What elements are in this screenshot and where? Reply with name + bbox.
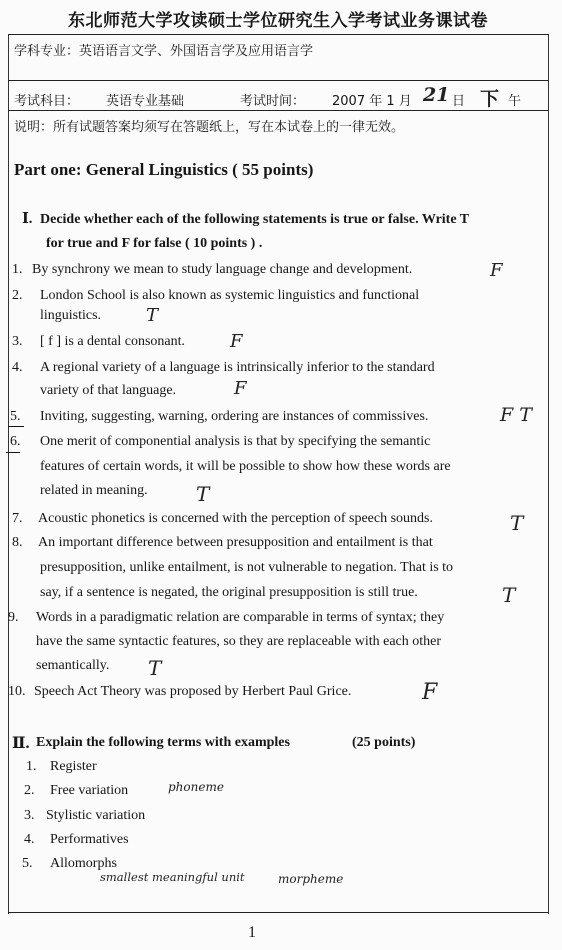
subject-label: 考试科目： [14, 94, 80, 109]
section2-points: (25 points) [352, 735, 416, 750]
handwritten-note: smallest meaningful unit [100, 870, 245, 884]
header-divider [8, 110, 548, 111]
section1-instruction-line1: Decide whether each of the following statements is true or false. Write T [40, 212, 470, 227]
section1-instruction-line2: for true and F for false ( 10 points ) . [46, 236, 263, 251]
answer-mark: F T [500, 404, 532, 426]
header-divider [8, 34, 548, 35]
answer-mark: F [230, 331, 243, 352]
term-number: 1. [26, 759, 37, 774]
answer-mark: F [490, 260, 503, 281]
item-text: linguistics. [40, 308, 102, 323]
answer-mark: T [196, 482, 210, 506]
item-number: 6. [10, 434, 21, 449]
underline-mark [6, 452, 20, 453]
item-number: 2. [12, 288, 23, 303]
item-text: related in meaning. [40, 483, 148, 498]
term-text: Performatives [50, 832, 129, 847]
time-half-suffix: 午 [508, 94, 522, 109]
item-number: 10. [8, 684, 26, 699]
exam-title: 东北师范大学攻读硕士学位研究生入学考试业务课试卷 [68, 11, 488, 31]
section2-number: Ⅱ. [12, 735, 30, 752]
item-text: One merit of componential analysis is that by specifying the semantic [40, 434, 431, 449]
item-text: By synchrony we mean to study language change and development. [32, 262, 413, 277]
term-number: 4. [24, 832, 35, 847]
section1-number: Ⅰ. [22, 211, 33, 227]
term-text: Stylistic variation [46, 808, 146, 823]
handwritten-half: 下 [480, 88, 500, 110]
item-text: features of certain words, it will be possible to show how these words are [40, 459, 451, 474]
section2-instruction: Explain the following terms with examples [36, 735, 290, 750]
item-text: Speech Act Theory was proposed by Herbert Paul Grice. [34, 684, 352, 699]
handwritten-note: morpheme [278, 872, 344, 886]
handwritten-day: 21 [423, 84, 450, 106]
item-text: An important difference between presupposition and entailment is that [38, 535, 433, 550]
handwritten-note: phoneme [168, 780, 224, 794]
item-number: 1. [12, 262, 23, 277]
item-number: 7. [12, 511, 23, 526]
item-number: 3. [12, 334, 23, 349]
footer-divider [8, 912, 548, 913]
term-text: Register [50, 759, 97, 774]
item-text: [ f ] is a dental consonant. [40, 334, 186, 349]
answer-mark: F [234, 378, 247, 399]
item-text: say, if a sentence is negated, the original presupposition is still true. [40, 585, 418, 600]
item-text: semantically. [36, 658, 110, 673]
answer-mark: T [148, 656, 162, 680]
item-text: Words in a paradigmatic relation are comparable in terms of syntax; they [36, 610, 445, 625]
term-text: Free variation [50, 783, 129, 798]
answer-mark: F [422, 680, 438, 705]
time-day-suffix: 日 [452, 94, 466, 109]
item-text: Inviting, suggesting, warning, ordering are instances of commissives. [40, 409, 429, 424]
answer-mark: T [510, 511, 524, 535]
page-border-left [8, 34, 9, 914]
answer-mark: T [146, 305, 159, 326]
item-text: have the same syntactic features, so they are replaceable with each other [36, 634, 442, 649]
part-one-title: Part one: General Linguistics ( 55 points) [14, 160, 314, 179]
subject-value: 英语专业基础 [106, 94, 185, 109]
page-border-right [548, 34, 549, 914]
underline-mark [8, 426, 24, 427]
item-text: variety of that language. [40, 383, 177, 398]
item-number: 4. [12, 360, 23, 375]
header-divider [8, 80, 548, 81]
item-text: Acoustic phonetics is concerned with the perception of speech sounds. [38, 511, 434, 526]
item-text: London School is also known as systemic linguistics and functional [40, 288, 420, 303]
time-value: 2007 年 1 月 [332, 94, 412, 109]
term-number: 3. [24, 808, 35, 823]
term-number: 5. [22, 856, 33, 871]
answer-mark: T [502, 583, 516, 607]
term-text: Allomorphs [50, 856, 117, 871]
page-number: 1 [248, 924, 256, 941]
time-label: 考试时间： [240, 94, 306, 109]
major-line: 学科专业：英语语言文学、外国语言学及应用语言学 [14, 44, 314, 59]
instructions-note: 说明：所有试题答案均须写在答题纸上，写在本试卷上的一律无效。 [14, 120, 405, 135]
item-text: A regional variety of a language is intrinsically inferior to the standard [40, 360, 435, 375]
item-text: presupposition, unlike entailment, is not vulnerable to negation. That is to [40, 560, 454, 575]
item-number: 8. [12, 535, 23, 550]
item-number: 5. [10, 409, 21, 424]
item-number: 9. [8, 610, 19, 625]
term-number: 2. [24, 783, 35, 798]
